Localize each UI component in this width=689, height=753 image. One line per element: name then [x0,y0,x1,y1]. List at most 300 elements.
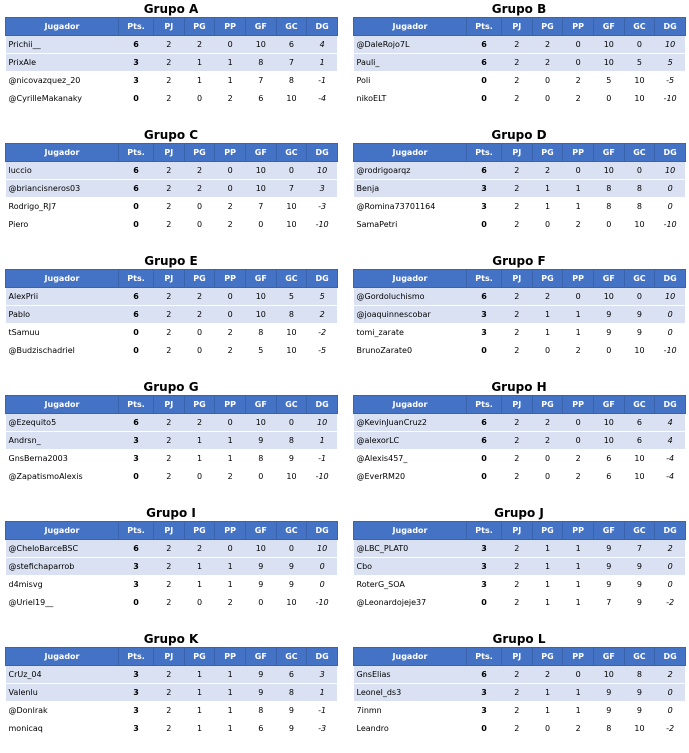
goal-diff-cell: 1 [307,432,338,450]
played-cell: 2 [154,36,185,54]
player-name-cell: @stefichaparrob [6,558,119,576]
header-goal-diff: DG [655,648,686,666]
header-lost: PP [215,396,246,414]
standings-table [5,395,338,486]
played-cell: 2 [502,90,533,108]
goals-for-cell: 10 [593,36,624,54]
group-table-i [5,506,337,612]
standings-table [5,143,338,234]
table-row [354,90,686,108]
header-player-name: Jugador [354,270,467,288]
goals-for-cell: 9 [245,666,276,684]
player-name-cell: @Alexis457_ [354,450,467,468]
header-player-name: Jugador [6,522,119,540]
played-cell: 2 [154,558,185,576]
goals-against-cell: 0 [624,162,655,180]
group-table-c [5,128,337,234]
table-row [354,216,686,234]
played-cell: 2 [502,684,533,702]
header-lost: PP [215,522,246,540]
goal-diff-cell: 4 [655,414,686,432]
header-played: PJ [154,396,185,414]
header-player-name: Jugador [6,18,119,36]
standings-table [5,647,338,738]
player-name-cell: 7inmn [354,702,467,720]
played-cell: 2 [502,666,533,684]
won-cell: 1 [184,432,215,450]
header-row [6,396,338,414]
table-row [354,432,686,450]
points-cell: 6 [467,666,502,684]
header-goals-for: GF [593,270,624,288]
played-cell: 2 [154,324,185,342]
goals-against-cell: 9 [624,594,655,612]
lost-cell: 1 [563,702,594,720]
played-cell: 2 [154,198,185,216]
lost-cell: 0 [215,540,246,558]
goal-diff-cell: -10 [655,216,686,234]
table-row [354,576,686,594]
lost-cell: 1 [215,54,246,72]
won-cell: 0 [532,90,563,108]
points-cell: 3 [119,558,154,576]
goals-against-cell: 9 [624,702,655,720]
player-name-cell: @KevinJuanCruz2 [354,414,467,432]
player-name-cell: Poli [354,72,467,90]
goal-diff-cell: -2 [307,324,338,342]
played-cell: 2 [154,306,185,324]
played-cell: 2 [502,72,533,90]
won-cell: 1 [532,594,563,612]
won-cell: 2 [532,288,563,306]
header-goal-diff: DG [307,648,338,666]
group-title: Grupo A [143,2,199,16]
table-row [6,468,338,486]
points-cell: 3 [119,684,154,702]
played-cell: 2 [502,36,533,54]
standings-table [353,647,686,738]
player-name-cell: @EverRM20 [354,468,467,486]
header-row [6,522,338,540]
goal-diff-cell: -10 [655,90,686,108]
won-cell: 0 [532,450,563,468]
goals-for-cell: 9 [593,702,624,720]
group-title: Grupo F [492,254,546,268]
won-cell: 2 [184,180,215,198]
goal-diff-cell: 10 [307,540,338,558]
won-cell: 1 [532,684,563,702]
header-points: Pts. [467,648,502,666]
played-cell: 2 [502,180,533,198]
won-cell: 2 [184,288,215,306]
player-name-cell: AlexPrii [6,288,119,306]
player-name-cell: @Gordoluchismo [354,288,467,306]
goal-diff-cell: 5 [307,288,338,306]
header-lost: PP [563,396,594,414]
goals-for-cell: 7 [245,198,276,216]
points-cell: 0 [119,216,154,234]
goals-for-cell: 10 [593,54,624,72]
won-cell: 1 [532,306,563,324]
header-points: Pts. [119,522,154,540]
header-goals-against: GC [276,396,307,414]
goals-against-cell: 8 [624,198,655,216]
lost-cell: 2 [215,198,246,216]
goals-against-cell: 8 [276,432,307,450]
lost-cell: 1 [215,720,246,738]
group-table-g [5,380,337,486]
header-won: PG [532,18,563,36]
player-name-cell: Piero [6,216,119,234]
goals-against-cell: 8 [276,306,307,324]
table-row [6,450,338,468]
group-title: Grupo G [143,380,199,394]
header-row [354,522,686,540]
points-cell: 6 [467,36,502,54]
header-won: PG [532,522,563,540]
header-goal-diff: DG [655,522,686,540]
header-played: PJ [502,144,533,162]
goals-for-cell: 0 [593,342,624,360]
played-cell: 2 [154,72,185,90]
goals-for-cell: 10 [593,288,624,306]
points-cell: 0 [467,594,502,612]
won-cell: 1 [184,666,215,684]
lost-cell: 1 [563,594,594,612]
won-cell: 1 [184,72,215,90]
goals-against-cell: 10 [624,720,655,738]
header-goals-for: GF [245,648,276,666]
goals-for-cell: 9 [245,576,276,594]
player-name-cell: Pablo [6,306,119,324]
goals-for-cell: 6 [593,450,624,468]
group-title: Grupo I [146,506,196,520]
table-row [354,288,686,306]
goal-diff-cell: 0 [655,198,686,216]
header-goals-against: GC [276,648,307,666]
won-cell: 0 [184,90,215,108]
goals-for-cell: 7 [593,594,624,612]
points-cell: 3 [119,450,154,468]
goal-diff-cell: 2 [307,306,338,324]
table-row [6,666,338,684]
goals-against-cell: 8 [276,72,307,90]
goals-for-cell: 8 [593,198,624,216]
points-cell: 6 [119,540,154,558]
player-name-cell: @Romina73701164 [354,198,467,216]
goal-diff-cell: 0 [307,576,338,594]
lost-cell: 0 [215,180,246,198]
lost-cell: 1 [215,72,246,90]
header-goals-against: GC [276,18,307,36]
played-cell: 2 [502,432,533,450]
won-cell: 1 [184,684,215,702]
header-lost: PP [215,18,246,36]
player-name-cell: @ZapatismoAlexis [6,468,119,486]
table-row [6,558,338,576]
points-cell: 3 [467,198,502,216]
goal-diff-cell: 0 [655,558,686,576]
header-points: Pts. [119,144,154,162]
player-name-cell: @nicovazquez_20 [6,72,119,90]
lost-cell: 0 [563,432,594,450]
header-goals-against: GC [624,18,655,36]
header-player-name: Jugador [6,270,119,288]
goals-for-cell: 7 [245,72,276,90]
lost-cell: 0 [563,36,594,54]
goal-diff-cell: -5 [307,342,338,360]
won-cell: 1 [532,198,563,216]
points-cell: 6 [467,162,502,180]
header-lost: PP [563,18,594,36]
won-cell: 2 [184,414,215,432]
played-cell: 2 [502,702,533,720]
won-cell: 2 [532,414,563,432]
goals-against-cell: 10 [276,468,307,486]
goals-against-cell: 6 [276,36,307,54]
player-name-cell: GnsBerna2003 [6,450,119,468]
header-played: PJ [502,396,533,414]
table-row [6,198,338,216]
points-cell: 0 [467,450,502,468]
goals-against-cell: 8 [276,684,307,702]
won-cell: 1 [532,180,563,198]
header-points: Pts. [467,396,502,414]
header-row [6,648,338,666]
player-name-cell: tSamuu [6,324,119,342]
player-name-cell: @Ezequito5 [6,414,119,432]
goals-against-cell: 6 [624,432,655,450]
points-cell: 3 [467,306,502,324]
lost-cell: 2 [215,594,246,612]
player-name-cell: d4misvg [6,576,119,594]
group-table-j [353,506,685,612]
header-goals-for: GF [245,270,276,288]
played-cell: 2 [154,450,185,468]
won-cell: 1 [184,576,215,594]
played-cell: 2 [154,54,185,72]
goals-for-cell: 6 [593,468,624,486]
won-cell: 1 [184,54,215,72]
player-name-cell: @Uriel19__ [6,594,119,612]
table-row [6,342,338,360]
played-cell: 2 [502,720,533,738]
goals-against-cell: 9 [624,306,655,324]
played-cell: 2 [154,162,185,180]
lost-cell: 0 [563,288,594,306]
goals-against-cell: 10 [624,450,655,468]
lost-cell: 1 [215,576,246,594]
group-table-b [353,2,685,108]
points-cell: 3 [119,576,154,594]
goals-against-cell: 6 [624,414,655,432]
points-cell: 3 [467,576,502,594]
header-played: PJ [502,270,533,288]
goals-for-cell: 10 [245,414,276,432]
header-goals-for: GF [245,522,276,540]
goals-against-cell: 10 [276,90,307,108]
goal-diff-cell: 10 [655,288,686,306]
lost-cell: 1 [563,324,594,342]
player-name-cell: @DaleRojo7L [354,36,467,54]
header-won: PG [532,396,563,414]
goal-diff-cell: -10 [307,468,338,486]
points-cell: 6 [119,162,154,180]
standings-table [353,143,686,234]
header-played: PJ [502,522,533,540]
lost-cell: 0 [215,36,246,54]
goals-for-cell: 10 [593,432,624,450]
played-cell: 2 [502,468,533,486]
goals-against-cell: 10 [624,90,655,108]
player-name-cell: Leonel_ds3 [354,684,467,702]
header-lost: PP [215,270,246,288]
played-cell: 2 [154,720,185,738]
goals-for-cell: 9 [593,306,624,324]
table-row [6,216,338,234]
goals-against-cell: 10 [276,216,307,234]
won-cell: 1 [532,540,563,558]
group-title: Grupo K [143,632,199,646]
points-cell: 3 [467,540,502,558]
header-goal-diff: DG [655,18,686,36]
lost-cell: 0 [563,54,594,72]
goals-for-cell: 9 [245,558,276,576]
header-goal-diff: DG [307,18,338,36]
header-lost: PP [215,144,246,162]
header-lost: PP [215,648,246,666]
goals-for-cell: 9 [245,432,276,450]
group-table-h [353,380,685,486]
played-cell: 2 [502,414,533,432]
lost-cell: 1 [215,450,246,468]
goals-for-cell: 10 [245,36,276,54]
lost-cell: 2 [215,342,246,360]
group-title: Grupo C [143,128,199,142]
header-goals-against: GC [624,144,655,162]
table-row [354,720,686,738]
played-cell: 2 [502,306,533,324]
goal-diff-cell: 2 [655,666,686,684]
table-row [6,72,338,90]
won-cell: 0 [532,468,563,486]
player-name-cell: @joaquinnescobar [354,306,467,324]
header-goals-for: GF [593,144,624,162]
lost-cell: 1 [563,576,594,594]
points-cell: 3 [467,324,502,342]
goals-for-cell: 6 [245,720,276,738]
goals-against-cell: 8 [624,180,655,198]
lost-cell: 2 [563,90,594,108]
lost-cell: 2 [215,324,246,342]
table-row [6,180,338,198]
goals-for-cell: 10 [593,666,624,684]
goal-diff-cell: -4 [307,90,338,108]
header-goals-for: GF [593,648,624,666]
won-cell: 2 [532,162,563,180]
won-cell: 0 [184,468,215,486]
goals-for-cell: 8 [593,180,624,198]
goals-against-cell: 9 [624,558,655,576]
goals-against-cell: 9 [624,324,655,342]
standings-table [353,395,686,486]
table-row [354,54,686,72]
played-cell: 2 [502,540,533,558]
table-row [354,324,686,342]
player-name-cell: GnsElias [354,666,467,684]
goals-against-cell: 10 [276,594,307,612]
table-row [354,306,686,324]
goals-for-cell: 9 [593,540,624,558]
won-cell: 0 [184,324,215,342]
won-cell: 2 [532,36,563,54]
group-title: Grupo J [494,506,544,520]
table-row [6,54,338,72]
header-player-name: Jugador [354,144,467,162]
lost-cell: 1 [563,540,594,558]
header-lost: PP [563,144,594,162]
points-cell: 0 [119,468,154,486]
player-name-cell: nikoELT [354,90,467,108]
won-cell: 1 [532,702,563,720]
goal-diff-cell: 0 [655,180,686,198]
goal-diff-cell: -2 [655,720,686,738]
lost-cell: 2 [215,90,246,108]
lost-cell: 1 [563,684,594,702]
points-cell: 3 [119,720,154,738]
lost-cell: 0 [563,414,594,432]
header-points: Pts. [467,522,502,540]
goal-diff-cell: 10 [655,36,686,54]
played-cell: 2 [154,90,185,108]
lost-cell: 1 [215,558,246,576]
header-player-name: Jugador [6,648,119,666]
won-cell: 2 [184,162,215,180]
goal-diff-cell: 3 [307,180,338,198]
player-name-cell: Rodrigo_RJ7 [6,198,119,216]
played-cell: 2 [502,450,533,468]
won-cell: 0 [532,216,563,234]
goals-against-cell: 9 [624,684,655,702]
goal-diff-cell: 0 [655,324,686,342]
table-row [6,576,338,594]
points-cell: 3 [467,180,502,198]
played-cell: 2 [154,702,185,720]
played-cell: 2 [154,342,185,360]
header-played: PJ [154,522,185,540]
goals-against-cell: 8 [624,666,655,684]
won-cell: 1 [184,720,215,738]
lost-cell: 2 [563,720,594,738]
header-points: Pts. [119,270,154,288]
goals-for-cell: 10 [245,180,276,198]
player-name-cell: @Leonardojeje37 [354,594,467,612]
header-won: PG [184,18,215,36]
header-goal-diff: DG [655,270,686,288]
goals-against-cell: 9 [624,576,655,594]
goals-against-cell: 10 [276,198,307,216]
goal-diff-cell: 5 [655,54,686,72]
goal-diff-cell: -4 [655,450,686,468]
lost-cell: 2 [563,216,594,234]
header-goals-for: GF [245,144,276,162]
lost-cell: 1 [215,702,246,720]
lost-cell: 2 [563,342,594,360]
played-cell: 2 [154,216,185,234]
table-row [354,594,686,612]
lost-cell: 0 [215,162,246,180]
goal-diff-cell: 4 [307,36,338,54]
